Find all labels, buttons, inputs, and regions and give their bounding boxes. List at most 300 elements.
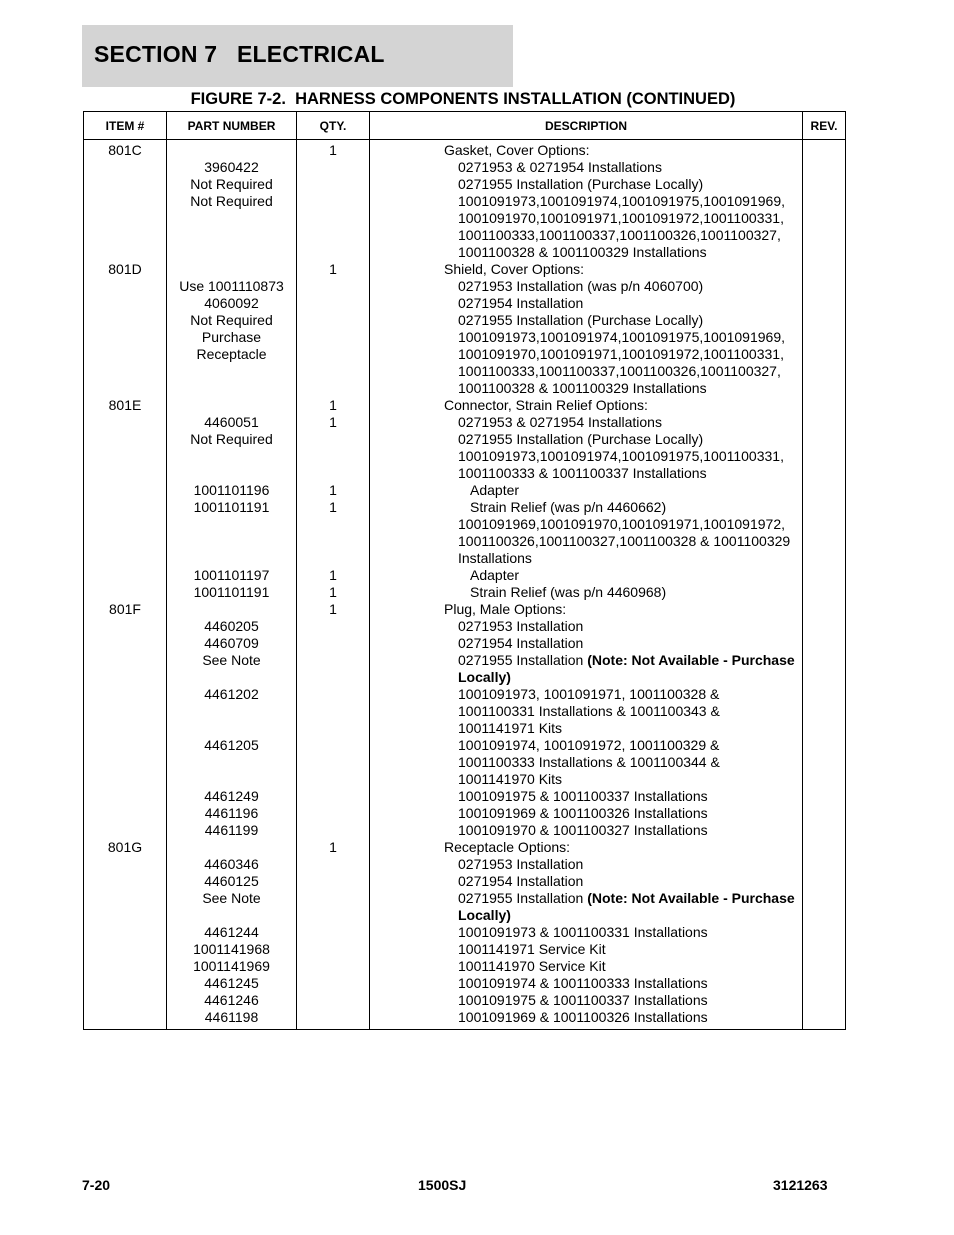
item-number-cell: [84, 1009, 167, 1030]
qty-cell: 1: [297, 397, 370, 414]
rev-cell: [803, 1009, 846, 1030]
part-number-line: 4060092: [204, 295, 259, 311]
description-line: 1001091973 & 1001100331 Installations: [458, 924, 708, 940]
item-number-cell: [84, 295, 167, 312]
table-row: [84, 992, 846, 1009]
item-number-cell: [84, 567, 167, 584]
table-row: [84, 1009, 846, 1030]
description-cell: [370, 805, 803, 822]
description-cell: [370, 431, 803, 448]
item-number-cell: [84, 159, 167, 176]
parts-table: [83, 111, 846, 1030]
table-row: [84, 584, 846, 601]
description-cell: [370, 822, 803, 839]
part-number-cell: [167, 193, 297, 261]
part-number-cell: [167, 176, 297, 193]
rev-cell: [803, 295, 846, 312]
part-number-line: 3960422: [204, 159, 259, 175]
footer-model: 1500SJ: [418, 1177, 467, 1193]
qty-cell: [297, 159, 370, 176]
table-row: [84, 873, 846, 890]
part-number-cell: [167, 584, 297, 601]
part-number-cell: [167, 414, 297, 431]
rev-cell: [803, 652, 846, 686]
qty-cell: [297, 329, 370, 397]
description-cell: [370, 601, 803, 618]
description-note: (Note: Not Available - Purchase Locally): [458, 890, 795, 923]
part-number-line: Not Required: [190, 193, 273, 209]
table-row: [84, 856, 846, 873]
description-line: 1001091973,1001091974,1001091975,1001091969,: [458, 329, 786, 345]
description-line: Shield, Cover Options:: [444, 261, 585, 277]
part-number-line: See Note: [202, 890, 261, 906]
part-number-line: Purchase: [201, 329, 262, 345]
item-number-cell: [84, 805, 167, 822]
table-row: [84, 975, 846, 992]
rev-cell: [803, 686, 846, 737]
rev-cell: [803, 397, 846, 414]
description-line: 0271953 & 0271954 Installations: [458, 159, 662, 175]
qty-cell: [297, 652, 370, 686]
qty-cell: [297, 975, 370, 992]
description-note: (Note: Not Available - Purchase Locally): [458, 652, 795, 685]
item-number-cell: [84, 890, 167, 924]
table-row: [84, 567, 846, 584]
description-line: Receptacle Options:: [444, 839, 571, 855]
part-number-cell: [167, 686, 297, 737]
description-line: 1001100333 Installations & 1001100344 &: [458, 754, 720, 770]
part-number-line: 1001101191: [193, 499, 270, 515]
description-cell: [370, 448, 803, 482]
item-number-cell: 801D: [84, 261, 167, 278]
part-number-cell: [167, 448, 297, 482]
item-number-cell: [84, 516, 167, 567]
table-row: [84, 601, 846, 618]
table-row: [84, 159, 846, 176]
table-row: [84, 193, 846, 261]
table-row: [84, 397, 846, 414]
rev-cell: [803, 567, 846, 584]
column-header-part-number: PART NUMBER: [167, 112, 297, 140]
table-row: [84, 890, 846, 924]
table-row: [84, 822, 846, 839]
item-number-cell: [84, 176, 167, 193]
qty-cell: 1: [297, 601, 370, 618]
table-row: [84, 329, 846, 397]
description-cell: [370, 856, 803, 873]
item-number-cell: [84, 618, 167, 635]
qty-cell: [297, 618, 370, 635]
part-number-line: 4460709: [204, 635, 259, 651]
description-cell: [370, 278, 803, 295]
item-number-cell: [84, 635, 167, 652]
part-number-line: 4461245: [204, 975, 259, 991]
rev-cell: [803, 737, 846, 788]
part-number-line: See Note: [202, 652, 261, 668]
part-number-line: Not Required: [190, 431, 273, 447]
rev-cell: [803, 482, 846, 499]
qty-cell: [297, 890, 370, 924]
description-line: 1001100333,1001100337,1001100326,1001100327,: [458, 363, 781, 379]
qty-cell: 1: [297, 839, 370, 856]
description-cell: [370, 635, 803, 652]
part-number-line: 1001141968: [193, 941, 270, 957]
table-header-row: [84, 112, 846, 140]
qty-cell: [297, 805, 370, 822]
description-cell: [370, 193, 803, 261]
rev-cell: [803, 312, 846, 329]
part-number-cell: [167, 941, 297, 958]
item-number-cell: [84, 737, 167, 788]
qty-cell: 1: [297, 567, 370, 584]
part-number-line: Receptacle: [196, 346, 267, 362]
item-number-cell: [84, 448, 167, 482]
description-line: 1001091974 & 1001100333 Installations: [458, 975, 708, 991]
part-number-cell: [167, 312, 297, 329]
part-number-cell: [167, 856, 297, 873]
footer-page-number: 7-20: [82, 1177, 111, 1193]
part-number-line: Not Required: [190, 176, 273, 192]
figure-title: FIGURE 7-2. HARNESS COMPONENTS INSTALLATION (CONTINUED): [190, 90, 736, 108]
description-cell: [370, 397, 803, 414]
qty-cell: [297, 941, 370, 958]
part-number-cell: [167, 278, 297, 295]
qty-cell: 1: [297, 499, 370, 516]
table-row: [84, 618, 846, 635]
table-row: [84, 312, 846, 329]
part-number-line: 4460051: [204, 414, 259, 430]
description-line: 1001091973,1001091974,1001091975,1001091969,: [458, 193, 786, 209]
rev-cell: [803, 584, 846, 601]
description-line: 1001091973,1001091974,1001091975,1001100331,: [458, 448, 784, 464]
qty-cell: [297, 992, 370, 1009]
part-number-cell: [167, 618, 297, 635]
item-number-cell: 801E: [84, 397, 167, 414]
item-number-cell: [84, 941, 167, 958]
qty-cell: [297, 958, 370, 975]
qty-cell: [297, 295, 370, 312]
part-number-cell: [167, 567, 297, 584]
item-number-cell: [84, 652, 167, 686]
part-number-cell: [167, 788, 297, 805]
description-cell: [370, 652, 803, 686]
table-row: [84, 516, 846, 567]
description-cell: [370, 140, 803, 160]
part-number-cell: [167, 873, 297, 890]
part-number-line: 4461199: [204, 822, 259, 838]
description-line: Strain Relief (was p/n 4460662): [470, 499, 667, 515]
part-number-cell: [167, 295, 297, 312]
part-number-cell: [167, 652, 297, 686]
part-number-line: Use 1001110873: [179, 278, 284, 294]
description-cell: [370, 958, 803, 975]
rev-cell: [803, 822, 846, 839]
table-row: [84, 686, 846, 737]
rev-cell: [803, 975, 846, 992]
description-line: 1001100328 & 1001100329 Installations: [458, 380, 707, 396]
description-line: 1001100326,1001100327,1001100328 & 1001100329: [458, 533, 791, 549]
description-line: 0271955 Installation (Purchase Locally): [458, 431, 704, 447]
part-number-cell: [167, 805, 297, 822]
description-line: 1001091970,1001091971,1001091972,1001100331,: [458, 210, 784, 226]
rev-cell: [803, 601, 846, 618]
description-line: 0271953 Installation: [458, 856, 584, 872]
description-line: 0271954 Installation: [458, 873, 584, 889]
description-line: Plug, Male Options:: [444, 601, 567, 617]
rev-cell: [803, 924, 846, 941]
table-row: [84, 414, 846, 431]
description-line: 0271954 Installation: [458, 295, 584, 311]
part-number-cell: [167, 482, 297, 499]
parts-table-body: [84, 140, 846, 1030]
footer-doc-number: 3121263: [773, 1177, 828, 1193]
table-row: [84, 261, 846, 278]
description-line: Connector, Strain Relief Options:: [444, 397, 648, 413]
column-header-description: DESCRIPTION: [370, 112, 803, 140]
qty-cell: [297, 176, 370, 193]
description-cell: [370, 499, 803, 516]
description-line: 1001141970 Service Kit: [458, 958, 606, 974]
description-line: 1001100331 Installations & 1001100343 &: [458, 703, 720, 719]
part-number-line: 4461198: [204, 1009, 259, 1025]
description-cell: [370, 482, 803, 499]
qty-cell: [297, 312, 370, 329]
part-number-cell: [167, 635, 297, 652]
description-cell: [370, 584, 803, 601]
part-number-cell: [167, 924, 297, 941]
part-number-cell: [167, 516, 297, 567]
description-cell: [370, 516, 803, 567]
description-line: 0271953 Installation (was p/n 4060700): [458, 278, 704, 294]
rev-cell: [803, 839, 846, 856]
description-cell: [370, 312, 803, 329]
description-cell: [370, 329, 803, 397]
section-header-band: [82, 25, 513, 87]
item-number-cell: [84, 975, 167, 992]
description-cell: [370, 737, 803, 788]
table-row: [84, 278, 846, 295]
rev-cell: [803, 788, 846, 805]
rev-cell: [803, 176, 846, 193]
description-cell: [370, 992, 803, 1009]
rev-cell: [803, 448, 846, 482]
qty-cell: 1: [297, 261, 370, 278]
table-row: [84, 140, 846, 160]
description-line: 1001100328 & 1001100329 Installations: [458, 244, 707, 260]
part-number-line: 1001101191: [193, 584, 270, 600]
description-line: 1001100333,1001100337,1001100326,1001100327,: [458, 227, 781, 243]
part-number-cell: [167, 822, 297, 839]
part-number-cell: [167, 397, 297, 414]
part-number-line: 1001101196: [193, 482, 270, 498]
item-number-cell: [84, 431, 167, 448]
item-number-cell: [84, 856, 167, 873]
description-line: 1001091969,1001091970,1001091971,1001091972,: [458, 516, 786, 532]
description-line: 1001091969 & 1001100326 Installations: [458, 805, 708, 821]
qty-cell: [297, 635, 370, 652]
table-row: [84, 958, 846, 975]
qty-cell: [297, 686, 370, 737]
part-number-cell: [167, 140, 297, 160]
qty-cell: 1: [297, 140, 370, 160]
description-cell: [370, 414, 803, 431]
description-line: 0271955 Installation: [458, 652, 588, 668]
item-number-cell: [84, 924, 167, 941]
rev-cell: [803, 261, 846, 278]
item-number-cell: [84, 873, 167, 890]
table-row: [84, 737, 846, 788]
description-line: 0271955 Installation: [458, 890, 588, 906]
qty-cell: 1: [297, 414, 370, 431]
item-number-cell: [84, 992, 167, 1009]
part-number-line: 4461244: [204, 924, 259, 940]
rev-cell: [803, 499, 846, 516]
rev-cell: [803, 193, 846, 261]
rev-cell: [803, 992, 846, 1009]
qty-cell: [297, 822, 370, 839]
rev-cell: [803, 890, 846, 924]
description-line: 1001091975 & 1001100337 Installations: [458, 992, 708, 1008]
item-number-cell: [84, 278, 167, 295]
qty-cell: [297, 193, 370, 261]
rev-cell: [803, 140, 846, 160]
description-line: 1001091973, 1001091971, 1001100328 &: [458, 686, 720, 702]
part-number-line: 4461202: [204, 686, 259, 702]
table-row: [84, 788, 846, 805]
rev-cell: [803, 856, 846, 873]
table-row: [84, 941, 846, 958]
part-number-cell: [167, 737, 297, 788]
item-number-cell: 801C: [84, 140, 167, 160]
qty-cell: [297, 448, 370, 482]
description-cell: [370, 261, 803, 278]
description-cell: [370, 1009, 803, 1030]
item-number-cell: [84, 193, 167, 261]
table-row: [84, 448, 846, 482]
part-number-line: 4461246: [204, 992, 259, 1008]
description-line: Strain Relief (was p/n 4460968): [470, 584, 667, 600]
rev-cell: [803, 941, 846, 958]
part-number-cell: [167, 329, 297, 397]
description-line: 1001091975 & 1001100337 Installations: [458, 788, 708, 804]
description-cell: [370, 686, 803, 737]
description-cell: [370, 567, 803, 584]
table-row: [84, 431, 846, 448]
qty-cell: [297, 1009, 370, 1030]
description-line: 0271955 Installation (Purchase Locally): [458, 176, 704, 192]
part-number-cell: [167, 261, 297, 278]
item-number-cell: 801G: [84, 839, 167, 856]
item-number-cell: [84, 482, 167, 499]
part-number-line: 4461205: [204, 737, 259, 753]
description-line: 0271955 Installation (Purchase Locally): [458, 312, 704, 328]
qty-cell: [297, 924, 370, 941]
rev-cell: [803, 516, 846, 567]
qty-cell: [297, 278, 370, 295]
description-cell: [370, 873, 803, 890]
description-line: 1001100333 & 1001100337 Installations: [458, 465, 707, 481]
part-number-line: 1001141969: [193, 958, 270, 974]
part-number-cell: [167, 839, 297, 856]
item-number-cell: [84, 822, 167, 839]
rev-cell: [803, 329, 846, 397]
part-number-cell: [167, 1009, 297, 1030]
description-cell: [370, 618, 803, 635]
rev-cell: [803, 805, 846, 822]
table-row: [84, 635, 846, 652]
part-number-cell: [167, 958, 297, 975]
item-number-cell: 801F: [84, 601, 167, 618]
description-line: 1001091969 & 1001100326 Installations: [458, 1009, 708, 1025]
description-line: 0271954 Installation: [458, 635, 584, 651]
item-number-cell: [84, 414, 167, 431]
table-row: [84, 295, 846, 312]
table-row: [84, 499, 846, 516]
description-cell: [370, 975, 803, 992]
part-number-cell: [167, 975, 297, 992]
description-line: 1001141971 Kits: [458, 720, 563, 736]
description-line: 1001141971 Service Kit: [458, 941, 606, 957]
rev-cell: [803, 958, 846, 975]
description-cell: [370, 176, 803, 193]
column-header-qty: QTY.: [297, 112, 370, 140]
description-cell: [370, 159, 803, 176]
qty-cell: [297, 737, 370, 788]
description-cell: [370, 941, 803, 958]
item-number-cell: [84, 686, 167, 737]
item-number-cell: [84, 329, 167, 397]
column-header-rev: REV.: [803, 112, 846, 140]
rev-cell: [803, 159, 846, 176]
description-line: 0271953 & 0271954 Installations: [458, 414, 662, 430]
description-line: 1001091974, 1001091972, 1001100329 &: [458, 737, 720, 753]
description-cell: [370, 924, 803, 941]
part-number-line: 4460346: [204, 856, 259, 872]
rev-cell: [803, 618, 846, 635]
description-cell: [370, 295, 803, 312]
rev-cell: [803, 635, 846, 652]
part-number-line: 4460125: [204, 873, 259, 889]
rev-cell: [803, 873, 846, 890]
section-title: SECTION 7 ELECTRICAL: [94, 41, 385, 67]
part-number-line: 1001101197: [193, 567, 270, 583]
description-line: 1001141970 Kits: [458, 771, 563, 787]
qty-cell: [297, 788, 370, 805]
rev-cell: [803, 431, 846, 448]
description-line: Adapter: [470, 567, 520, 583]
qty-cell: [297, 431, 370, 448]
part-number-line: Not Required: [190, 312, 273, 328]
description-line: Gasket, Cover Options:: [444, 142, 590, 158]
part-number-cell: [167, 992, 297, 1009]
column-header-item: ITEM #: [84, 112, 167, 140]
rev-cell: [803, 278, 846, 295]
item-number-cell: [84, 788, 167, 805]
table-row: [84, 482, 846, 499]
description-cell: [370, 890, 803, 924]
description-line: 1001091970,1001091971,1001091972,1001100331,: [458, 346, 784, 362]
description-line: 1001091970 & 1001100327 Installations: [458, 822, 708, 838]
item-number-cell: [84, 958, 167, 975]
part-number-cell: [167, 431, 297, 448]
description-cell: [370, 788, 803, 805]
item-number-cell: [84, 312, 167, 329]
qty-cell: [297, 516, 370, 567]
table-row: [84, 839, 846, 856]
part-number-cell: [167, 601, 297, 618]
description-line: Installations: [458, 550, 532, 566]
table-row: [84, 176, 846, 193]
